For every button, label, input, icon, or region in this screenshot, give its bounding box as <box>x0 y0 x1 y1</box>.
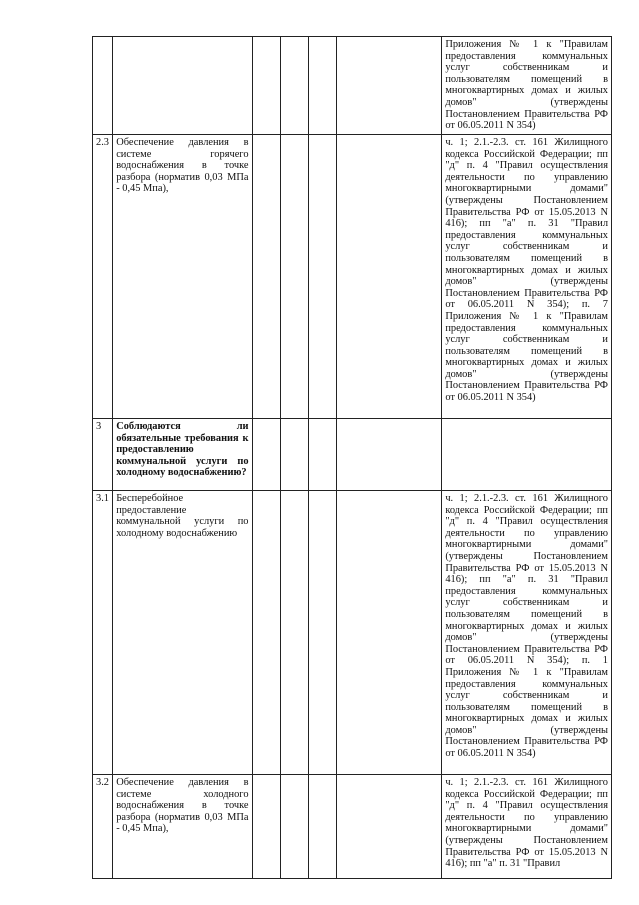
answer-cell-na <box>309 419 337 491</box>
legal-reference-text: ч. 1; 2.1.-2.3. ст. 161 Жилищного кодекса Российской Федерации; пп "д" п. 4 "Правил осуществления деятельности по управлению многоквартирными домами" (утверждены Постановлением Правительства РФ от 15.05.2013 N 416); пп "а" п. 31 "Правил предоставления коммунальных услуг собственникам и пользователям помещений в многоквартирных домах и жилых домов" (утверждены Постановлением Правительства РФ от 06.05.2011 N 354); п. 1 Приложения № 1 к "Правилам предоставления коммунальных услуг собственникам и пользователям помещений в многоквартирных домах и жилых домов" (утверждены Постановлением Правительства РФ от 06.05.2011 N 354) <box>442 491 612 775</box>
checklist-table-body <box>93 37 612 879</box>
requirement-text: Обеспечение давления в системе холодного водоснабжения в точке разбора (норматив 0,03 МПа - 0,45 Мпа), <box>113 775 252 879</box>
table-row <box>93 775 612 879</box>
legal-reference-text: Приложения № 1 к "Правилам предоставления коммунальных услуг собственникам и пользователям помещений в многоквартирных домах и жилых домов" (утверждены Постановлением Правительства РФ от 06.05.2011 N 354) <box>442 37 612 135</box>
legal-reference-text: ч. 1; 2.1.-2.3. ст. 161 Жилищного кодекса Российской Федерации; пп "д" п. 4 "Правил осуществления деятельности по управлению многоквартирными домами" (утверждены Постановлением Правительства РФ от 15.05.2013 N 416); пп "а" п. 31 "Правил предоставления коммунальных услуг собственникам и пользователям помещений в многоквартирных домах и жилых домов" (утверждены Постановлением Правительства РФ от 06.05.2011 N 354); п. 7 Приложения № 1 к "Правилам предоставления коммунальных услуг собственникам и пользователям помещений в многоквартирных домах и жилых домов" (утверждены Постановлением Правительства РФ от 06.05.2011 N 354) <box>442 135 612 419</box>
answer-cell-yes <box>252 135 280 419</box>
answer-cell-no <box>280 135 308 419</box>
table-row <box>93 491 612 775</box>
row-number: 3.1 <box>93 491 113 775</box>
remarks-cell <box>337 491 442 775</box>
answer-cell-na <box>309 135 337 419</box>
remarks-cell <box>337 419 442 491</box>
requirement-text: Обеспечение давления в системе горячего водоснабжения в точке разбора (норматив 0,03 МПа - 0,45 Мпа), <box>113 135 252 419</box>
answer-cell-no <box>280 491 308 775</box>
requirement-text: Бесперебойное предоставление коммунальной услуги по холодному водоснабжению <box>113 491 252 775</box>
table-row <box>93 135 612 419</box>
row-number: 2.3 <box>93 135 113 419</box>
answer-cell-no <box>280 419 308 491</box>
answer-cell-na <box>309 37 337 135</box>
answer-cell-yes <box>252 419 280 491</box>
answer-cell-na <box>309 775 337 879</box>
answer-cell-na <box>309 491 337 775</box>
table-row <box>93 419 612 491</box>
remarks-cell <box>337 37 442 135</box>
answer-cell-yes <box>252 491 280 775</box>
answer-cell-no <box>280 775 308 879</box>
legal-reference-text: ч. 1; 2.1.-2.3. ст. 161 Жилищного кодекса Российской Федерации; пп "д" п. 4 "Правил осуществления деятельности по управлению многоквартирными домами" (утверждены Постановлением Правительства РФ от 15.05.2013 N 416); пп "а" п. 31 "Правил <box>442 775 612 879</box>
row-number: 3 <box>93 419 113 491</box>
remarks-cell <box>337 775 442 879</box>
row-number <box>93 37 113 135</box>
row-number: 3.2 <box>93 775 113 879</box>
answer-cell-yes <box>252 37 280 135</box>
remarks-cell <box>337 135 442 419</box>
answer-cell-yes <box>252 775 280 879</box>
answer-cell-no <box>280 37 308 135</box>
table-row <box>93 37 612 135</box>
inspection-checklist-table <box>92 36 612 879</box>
section-heading-text: Соблюдаются ли обязательные требования к предоставлению коммунальной услуги по холодному водоснабжению? <box>113 419 252 491</box>
legal-reference-text <box>442 419 612 491</box>
requirement-text <box>113 37 252 135</box>
